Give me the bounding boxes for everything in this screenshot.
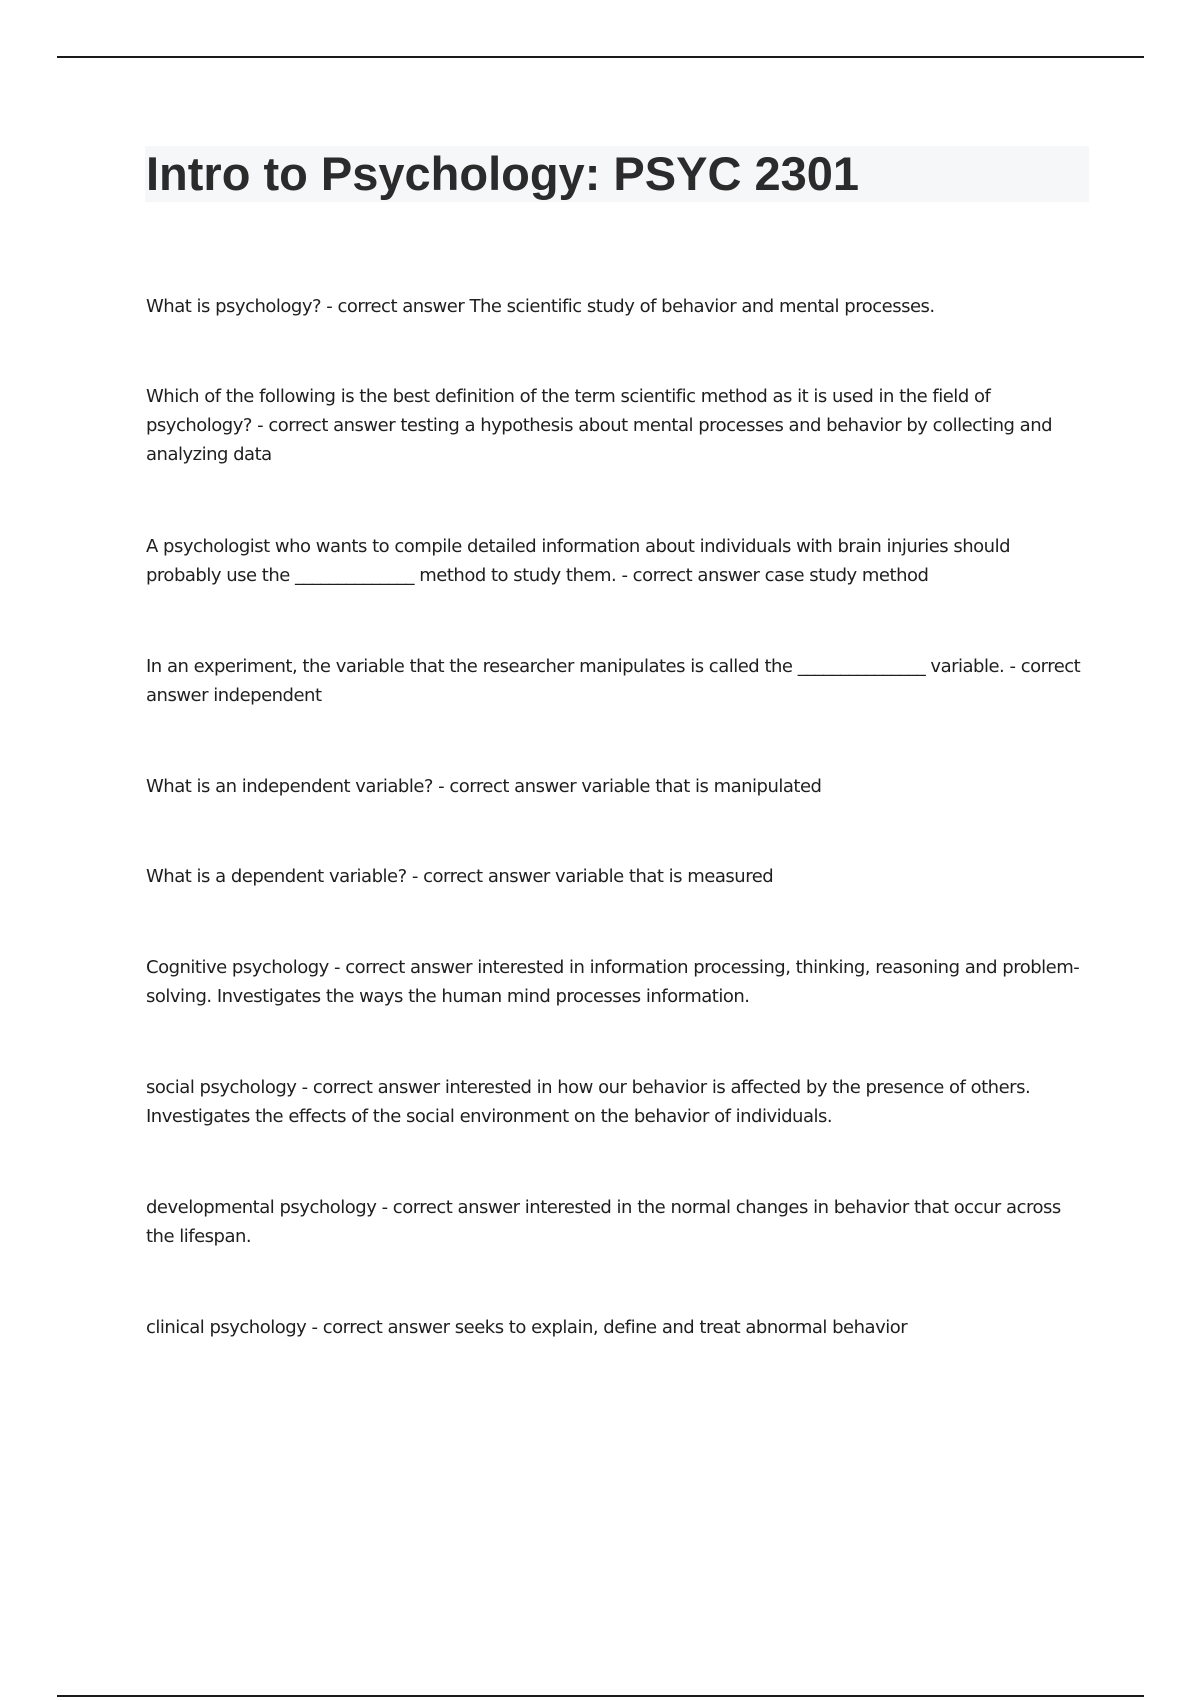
page-title: Intro to Psychology: PSYC 2301	[146, 147, 860, 200]
bottom-rule	[57, 1695, 1144, 1697]
qa-entry: Which of the following is the best definition of the term scientific method as it is used in the field of psychology? - correct answer testing a hypothesis about mental processes and behavior by collecting and analyzing data	[146, 386, 1053, 465]
qa-entry: What is an independent variable? - correct answer variable that is manipulated	[146, 776, 822, 797]
qa-entry: Cognitive psychology - correct answer interested in information processing, thinking, reasoning and problem-solving. Investigates the ways the human mind processes information.	[146, 957, 1080, 1007]
qa-entry: In an experiment, the variable that the researcher manipulates is called the _______________ variable. - correct answer independent	[146, 656, 1081, 706]
qa-entry: developmental psychology - correct answer interested in the normal changes in behavior that occur across the lifespan.	[146, 1197, 1061, 1247]
qa-entry: A psychologist who wants to compile detailed information about individuals with brain injuries should probably use the ______________ method to study them. - correct answer case study method	[146, 536, 1011, 586]
qa-entry: clinical psychology - correct answer seeks to explain, define and treat abnormal behavior	[146, 1317, 908, 1338]
qa-entry: What is a dependent variable? - correct answer variable that is measured	[146, 866, 774, 887]
qa-entry: social psychology - correct answer interested in how our behavior is affected by the presence of others. Investigates the effects of the social environment on the behavior of individuals.	[146, 1077, 1031, 1127]
qa-entry: What is psychology? - correct answer The scientific study of behavior and mental processes.	[146, 296, 935, 317]
top-rule	[57, 56, 1144, 58]
